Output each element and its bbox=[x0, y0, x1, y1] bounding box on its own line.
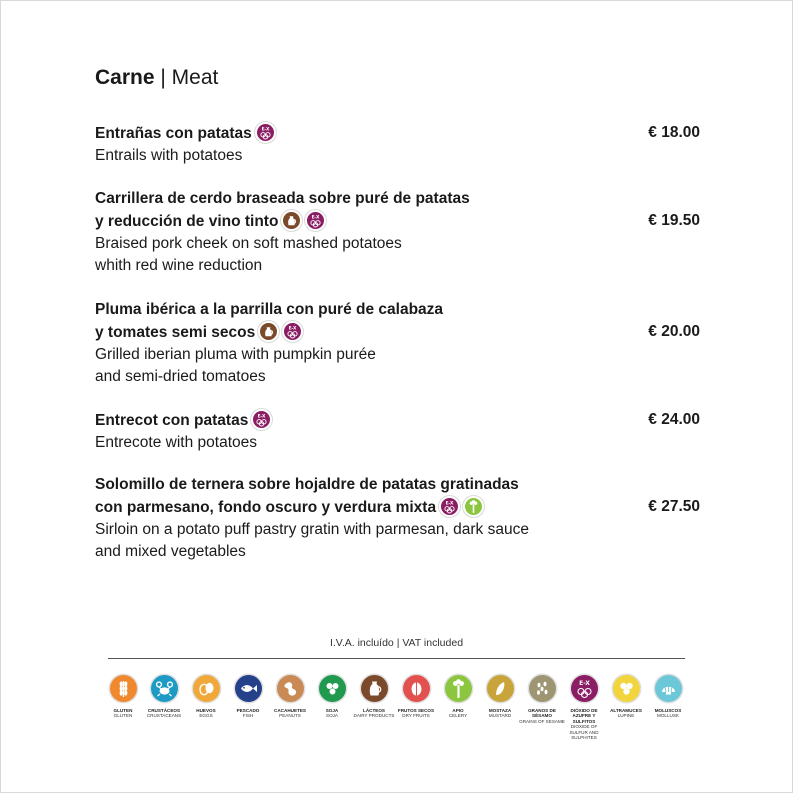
dish-description bbox=[95, 519, 655, 563]
sulphites-icon bbox=[305, 210, 326, 231]
legend-label-en: PEANUTS bbox=[279, 713, 301, 719]
mustard-icon bbox=[487, 675, 514, 702]
dish-price: € 19.50 bbox=[648, 212, 700, 229]
dish-name-line: y tomates semi secos bbox=[95, 324, 256, 341]
dish-price: € 27.50 bbox=[648, 498, 700, 515]
legend-label-en: CRUSTACEANS bbox=[146, 713, 182, 719]
sulphites-icon bbox=[282, 321, 303, 342]
dairy-icon bbox=[361, 675, 388, 702]
dish-name-line: Carrillera de cerdo braseada sobre puré de patatas bbox=[95, 190, 470, 207]
legend-item-mollusk bbox=[645, 675, 691, 719]
title-en: Meat bbox=[171, 66, 219, 89]
legend-label-es: GRANOS DE SÉSAMO bbox=[528, 708, 556, 719]
legend-item-mustard bbox=[477, 675, 523, 719]
legend-label-es: GLUTEN bbox=[113, 708, 133, 713]
sulphites-badge-text: E-X bbox=[312, 215, 320, 221]
dish-name bbox=[95, 409, 615, 432]
legend-label-es: PESCADO bbox=[236, 708, 260, 713]
sulphites-badge-text: E-X bbox=[578, 680, 590, 687]
legend-label-en: DAIRY PRODUCTS bbox=[353, 713, 395, 719]
sesame-icon bbox=[529, 675, 556, 702]
dish-description: Entrecote with potatoes bbox=[95, 434, 257, 451]
sulphites-badge-text: E-X bbox=[288, 326, 297, 332]
legend-label-en: FISH bbox=[242, 713, 254, 719]
dairy-icon bbox=[281, 210, 302, 231]
legend-label-es: CACAHUETES bbox=[274, 708, 306, 713]
dish-description-line: Sirloin on a potato puff pastry gratin with parmesan, dark sauce bbox=[95, 521, 529, 538]
legend-label-en: SOJA bbox=[326, 713, 338, 719]
dish-name bbox=[95, 122, 615, 145]
legend-item-crustaceans bbox=[141, 675, 187, 719]
dish-description-line: and mixed vegetables bbox=[95, 543, 246, 560]
dish-name bbox=[95, 188, 615, 233]
legend-item-eggs bbox=[183, 675, 229, 719]
crustaceans-icon bbox=[151, 675, 178, 702]
legend-label-en: MUSTARD bbox=[488, 713, 512, 719]
legend-item-lupine bbox=[603, 675, 649, 719]
dish-name-line: Solomillo de ternera sobre hojaldre de patatas gratinadas bbox=[95, 476, 519, 493]
legend-label-es: LÁCTEOS bbox=[363, 708, 385, 713]
dish-name bbox=[95, 299, 615, 344]
legend-label-es: ALTRAMUCES bbox=[610, 708, 642, 713]
legend-label-es: CRUSTÁCEOS bbox=[147, 708, 181, 713]
dish-name bbox=[95, 474, 620, 519]
dish-name-line: y reducción de vino tinto bbox=[95, 213, 279, 230]
legend-label-es: MOLUSCOS bbox=[654, 708, 682, 713]
dairy-icon bbox=[258, 321, 279, 342]
legend-label-es: MOSTAZA bbox=[488, 708, 512, 713]
fish-icon bbox=[235, 675, 262, 702]
legend-label-es: SOJA bbox=[325, 708, 339, 713]
eggs-icon bbox=[193, 675, 220, 702]
dish-price: € 18.00 bbox=[648, 124, 700, 141]
soy-icon bbox=[319, 675, 346, 702]
menu-item bbox=[95, 188, 700, 277]
dish-price: € 24.00 bbox=[648, 411, 700, 428]
legend-label-es: APIO bbox=[452, 708, 464, 713]
nuts-icon bbox=[403, 675, 430, 702]
divider bbox=[108, 658, 685, 659]
legend-label-en: GLUTEN bbox=[113, 713, 133, 719]
legend-item-nuts bbox=[393, 675, 439, 719]
mollusk-icon bbox=[655, 675, 682, 702]
sulphites-badge-text: E-X bbox=[261, 127, 270, 133]
sulphites-badge-text: E-X bbox=[257, 414, 266, 420]
legend-item-soy bbox=[309, 675, 355, 719]
dish-description-line: and semi-dried tomatoes bbox=[95, 368, 266, 385]
sulphites-icon bbox=[571, 675, 598, 702]
legend-label-es: DIÓXIDO DE AZUFRE Y SULFITOS bbox=[570, 708, 598, 724]
dish-description-line: Grilled iberian pluma with pumpkin purée bbox=[95, 346, 376, 363]
title-es: Carne bbox=[95, 66, 155, 89]
sulphites-badge-text: E-X bbox=[445, 501, 454, 507]
dish-price: € 20.00 bbox=[648, 323, 700, 340]
sulphites-icon bbox=[255, 122, 276, 143]
sulphites-icon bbox=[439, 496, 460, 517]
sulphites-icon bbox=[251, 409, 272, 430]
dish-name-line: Entrañas con patatas bbox=[95, 125, 252, 142]
legend-item-sulphites bbox=[561, 675, 607, 740]
dish-description bbox=[95, 344, 635, 388]
legend-item-gluten bbox=[100, 675, 146, 719]
legend-item-celery bbox=[435, 675, 481, 719]
celery-icon bbox=[445, 675, 472, 702]
allergen-legend bbox=[100, 675, 700, 755]
lupine-icon bbox=[613, 675, 640, 702]
legend-item-fish bbox=[225, 675, 271, 719]
vat-note: I.V.A. incluído | VAT included bbox=[329, 637, 464, 649]
legend-label-en: EGGS bbox=[199, 713, 213, 719]
legend-item-peanuts bbox=[267, 675, 313, 719]
dish-description-line: whith red wine reduction bbox=[95, 257, 263, 274]
dish-name-line: con parmesano, fondo oscuro y verdura mixta bbox=[95, 499, 437, 516]
legend-item-dairy bbox=[351, 675, 397, 719]
legend-label-en: LUPINE bbox=[617, 713, 635, 719]
legend-label-en: CELERY bbox=[448, 713, 468, 719]
legend-label-es: FRUTOS SECOS bbox=[397, 708, 435, 713]
celery-icon bbox=[463, 496, 484, 517]
title-separator: | bbox=[154, 66, 172, 89]
dish-description bbox=[95, 233, 635, 277]
gluten-icon bbox=[110, 675, 137, 702]
legend-item-sesame bbox=[519, 675, 565, 724]
dish-name-line: Entrecot con patatas bbox=[95, 412, 249, 429]
legend-label-en: DRY FRUITS bbox=[402, 713, 430, 719]
menu-item bbox=[95, 409, 700, 454]
dish-description: Entrails with potatoes bbox=[95, 147, 243, 164]
legend-label-en: GRAINS OF SESAME bbox=[519, 718, 565, 724]
dish-description-line: Braised pork cheek on soft mashed potatoes bbox=[95, 235, 402, 252]
legend-label-en: MOLLUSK bbox=[657, 713, 679, 719]
menu-item bbox=[95, 299, 700, 388]
peanuts-icon bbox=[277, 675, 304, 702]
legend-label-en: DIOXIDE OF SULFUR AND SULPHITES bbox=[569, 724, 599, 741]
dish-name-line: Pluma ibérica a la parrilla con puré de calabaza bbox=[95, 301, 444, 318]
menu-item bbox=[95, 474, 700, 563]
page-title bbox=[95, 64, 218, 92]
menu-item bbox=[95, 122, 700, 167]
legend-label-es: HUEVOS bbox=[196, 708, 216, 713]
